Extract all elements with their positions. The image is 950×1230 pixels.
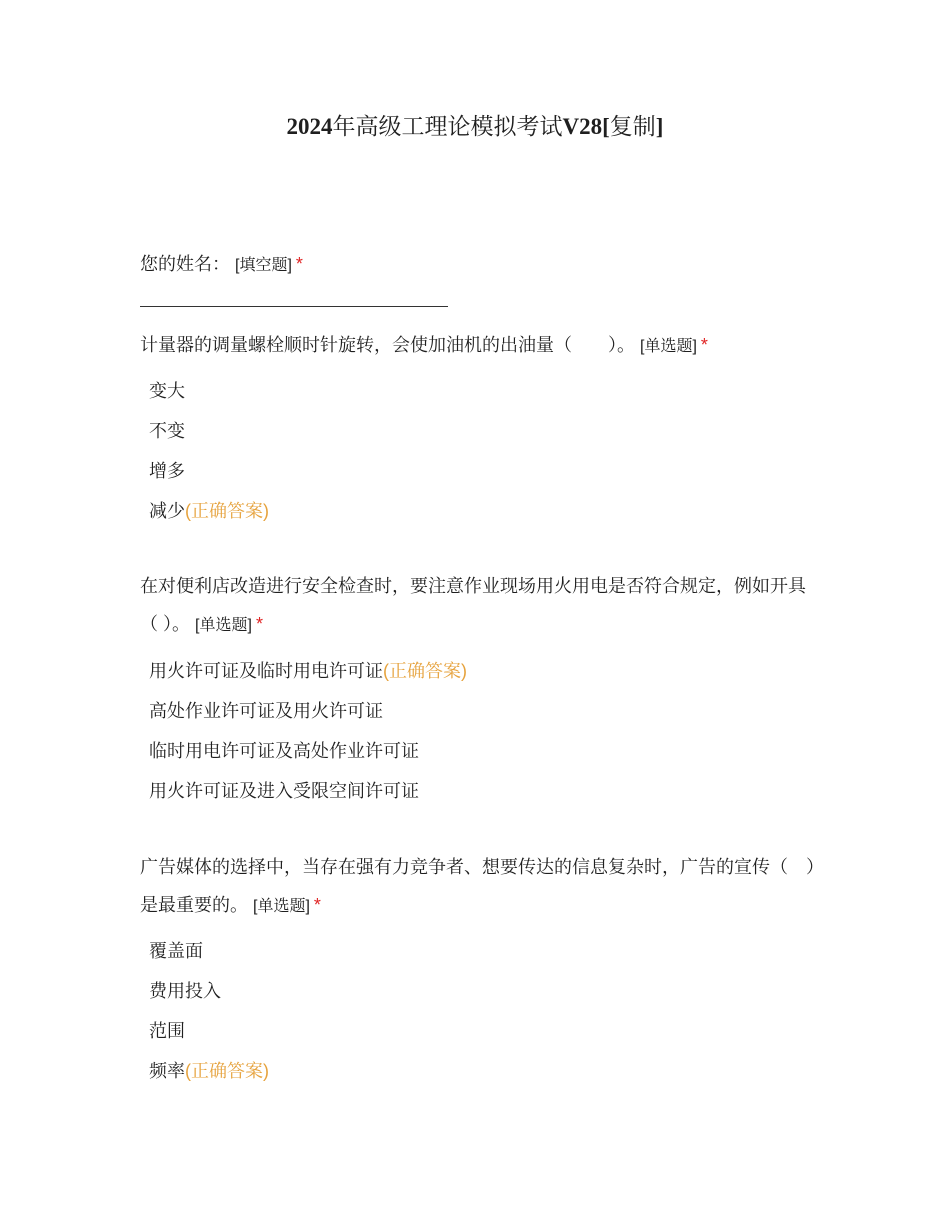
option-q3-d[interactable] xyxy=(149,778,419,804)
option-label: 减少 xyxy=(149,501,185,521)
option-q4-d[interactable] xyxy=(149,1058,269,1084)
option-q4-b[interactable] xyxy=(149,978,221,1004)
question-type-tag: [单选题] xyxy=(195,617,252,634)
question-type-tag: [单选题] xyxy=(640,338,697,355)
title-year: 2024 xyxy=(286,114,333,139)
option-label: 覆盖面 xyxy=(149,941,203,961)
question-4 xyxy=(140,848,820,926)
option-label: 增多 xyxy=(149,461,185,481)
option-label: 费用投入 xyxy=(149,981,221,1001)
title-main: 年高级工理论模拟考试 xyxy=(332,114,563,139)
option-label: 变大 xyxy=(149,381,185,401)
option-q3-a[interactable] xyxy=(149,658,467,684)
question-type-tag: [单选题] xyxy=(253,898,310,915)
question-text: 您的姓名： xyxy=(140,254,230,274)
option-q2-c[interactable] xyxy=(149,458,185,484)
question-text: 计量器的调量螺栓顺时针旋转，会使加油机的出油量（ ）。 xyxy=(140,335,635,355)
correct-answer-label: (正确答案) xyxy=(383,661,467,681)
title-copy: 复制 xyxy=(609,114,656,139)
page-title xyxy=(0,112,950,142)
question-3 xyxy=(140,567,820,645)
question-text: 在对便利店改造进行安全检查时，要注意作业现场用火用电是否符合规定，例如开具（ ）。 xyxy=(140,576,806,634)
required-mark: * xyxy=(313,895,321,915)
option-label: 临时用电许可证及高处作业许可证 xyxy=(149,741,419,761)
correct-answer-label: (正确答案) xyxy=(185,501,269,521)
question-2 xyxy=(140,326,820,366)
title-version: V28[ xyxy=(562,114,610,139)
option-q3-c[interactable] xyxy=(149,738,419,764)
option-q2-d[interactable] xyxy=(149,498,269,524)
option-label: 频率 xyxy=(149,1061,185,1081)
option-q2-b[interactable] xyxy=(149,418,185,444)
correct-answer-label: (正确答案) xyxy=(185,1061,269,1081)
option-label: 用火许可证及进入受限空间许可证 xyxy=(149,781,419,801)
option-label: 用火许可证及临时用电许可证 xyxy=(149,661,383,681)
option-label: 不变 xyxy=(149,421,185,441)
option-label: 高处作业许可证及用火许可证 xyxy=(149,701,383,721)
title-close: ] xyxy=(655,114,664,139)
option-q3-b[interactable] xyxy=(149,698,383,724)
required-mark: * xyxy=(700,335,708,355)
required-mark: * xyxy=(295,254,303,274)
option-q2-a[interactable] xyxy=(149,378,185,404)
option-q4-c[interactable] xyxy=(149,1018,185,1044)
option-label: 范围 xyxy=(149,1021,185,1041)
required-mark: * xyxy=(255,614,263,634)
question-name xyxy=(140,245,820,285)
question-text: 广告媒体的选择中，当存在强有力竞争者、想要传达的信息复杂时，广告的宣传（ ）是最重要的。 xyxy=(140,857,815,915)
name-input-line[interactable] xyxy=(140,306,448,307)
option-q4-a[interactable] xyxy=(149,938,203,964)
question-type-tag: [填空题] xyxy=(235,257,292,274)
